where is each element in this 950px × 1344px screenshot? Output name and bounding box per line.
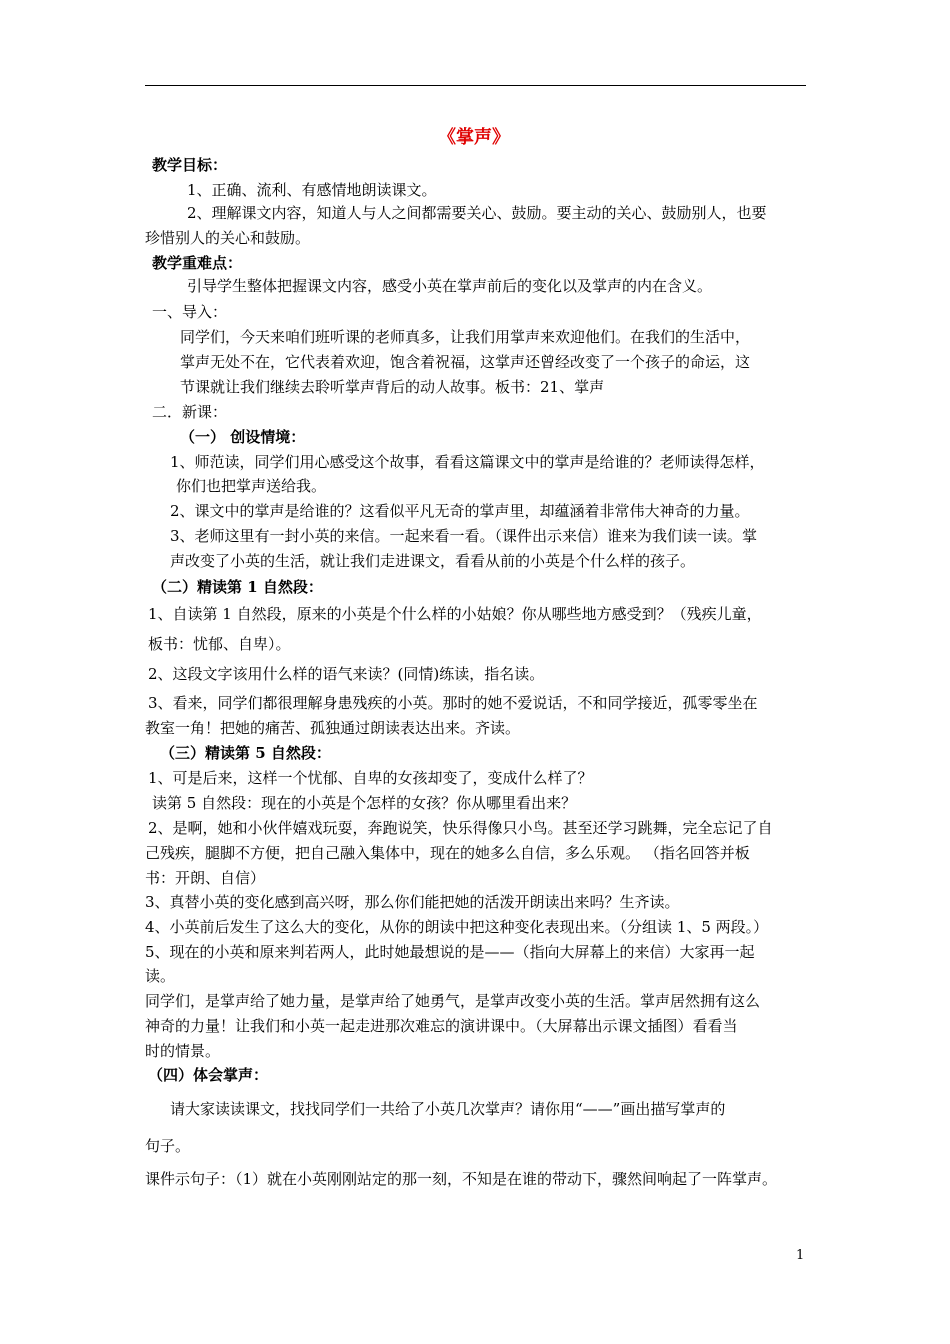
text-line: 时的情景。 xyxy=(145,1042,221,1060)
header-rule xyxy=(145,85,806,86)
text-line: 引导学生整体把握课文内容，感受小英在掌声前后的变化以及掌声的内在含义。 xyxy=(187,277,713,295)
text-line: （二）精读第 1 自然段： xyxy=(152,578,323,596)
text-line: 2、是啊，她和小伙伴嬉戏玩耍，奔跑说笑，快乐得像只小鸟。甚至还学习跳舞，完全忘记了自 xyxy=(148,819,773,837)
text-line: 课件示句子：（1）就在小英刚刚站定的那一刻，不知是在谁的带动下，骤然间响起了一阵掌声。 xyxy=(145,1170,778,1188)
text-line: 1、自读第 1 自然段，原来的小英是个什么样的小姑娘？你从哪些地方感受到？（残疾儿童， xyxy=(148,605,762,623)
text-line: 节课就让我们继续去聆听掌声背后的动人故事。板书：21、掌声 xyxy=(180,378,605,396)
text-line: （一） 创设情境： xyxy=(180,428,306,446)
text-line: 5、现在的小英和原来判若两人，此时她最想说的是——（指向大屏幕上的来信）大家再一起 xyxy=(145,943,755,961)
text-line: 3、老师这里有一封小英的来信。一起来看一看。（课件出示来信）谁来为我们读一读。掌 xyxy=(170,527,758,545)
text-line: 3、看来，同学们都很理解身患残疾的小英。那时的她不爱说话，不和同学接近，孤零零坐在 xyxy=(148,694,758,712)
text-line: 板书：忧郁、自卑）。 xyxy=(148,635,291,653)
text-line: 神奇的力量！让我们和小英一起走进那次难忘的演讲课中。（大屏幕出示课文插图）看看当 xyxy=(145,1017,738,1035)
text-line: 同学们，今天来咱们班听课的老师真多，让我们用掌声来欢迎他们。在我们的生活中， xyxy=(180,328,751,346)
text-line: 教室一角！把她的痛苦、孤独通过朗读表达出来。齐读。 xyxy=(145,719,521,737)
text-line: 3、真替小英的变化感到高兴呀，那么你们能把她的活泼开朗读出来吗？生齐读。 xyxy=(145,893,680,911)
text-line: 掌声无处不在，它代表着欢迎，饱含着祝福，这掌声还曾经改变了一个孩子的命运，这 xyxy=(180,353,751,371)
text-line: （四）体会掌声： xyxy=(148,1066,269,1084)
text-line: 同学们，是掌声给了她力量，是掌声给了她勇气，是掌声改变小英的生活。掌声居然拥有这么 xyxy=(145,992,761,1010)
text-line: 请大家读读课文，找找同学们一共给了小英几次掌声？请你用“——”画出描写掌声的 xyxy=(170,1100,726,1118)
text-line: 4、小英前后发生了这么大的变化，从你的朗读中把这种变化表现出来。（分组读 1、5 两段。） xyxy=(145,918,769,936)
text-line: 1、师范读，同学们用心感受这个故事，看看这篇课文中的掌声是给谁的？老师读得怎样， xyxy=(170,453,765,471)
text-line: 教学重难点： xyxy=(152,254,243,272)
text-line: 读。 xyxy=(145,967,176,985)
text-line: 1、正确、流利、有感情地朗读课文。 xyxy=(187,181,437,199)
document-title: 《掌声》 xyxy=(438,127,510,148)
text-line: 句子。 xyxy=(145,1137,191,1155)
text-line: 2、课文中的掌声是给谁的？这看似平凡无奇的掌声里，却蕴涵着非常伟大神奇的力量。 xyxy=(170,502,750,520)
text-line: 珍惜别人的关心和鼓励。 xyxy=(145,229,311,247)
text-line: 书：开朗、自信） xyxy=(145,869,266,887)
text-line: 1、可是后来，这样一个忧郁、自卑的女孩却变了，变成什么样了？ xyxy=(148,769,593,787)
text-line: 教学目标： xyxy=(152,156,228,174)
text-line: 2、理解课文内容，知道人与人之间都需要关心、鼓励。要主动的关心、鼓励别人，也要 xyxy=(187,204,767,222)
text-line: 读第 5 自然段：现在的小英是个怎样的女孩？你从哪里看出来？ xyxy=(152,794,577,812)
text-line: 一、导入： xyxy=(152,303,228,321)
text-line: 己残疾，腿脚不方便，把自己融入集体中，现在的她多么自信，多么乐观。 （指名回答并板 xyxy=(145,844,750,862)
text-line: （三）精读第 5 自然段： xyxy=(160,744,331,762)
page-number: 1 xyxy=(796,1248,805,1263)
text-line: 你们也把掌声送给我。 xyxy=(176,477,327,495)
text-line: 二．新课： xyxy=(152,403,228,421)
text-line: 2、这段文字该用什么样的语气来读？(同情)练读，指名读。 xyxy=(148,665,545,683)
text-line: 声改变了小英的生活，就让我们走进课文，看看从前的小英是个什么样的孩子。 xyxy=(170,552,696,570)
